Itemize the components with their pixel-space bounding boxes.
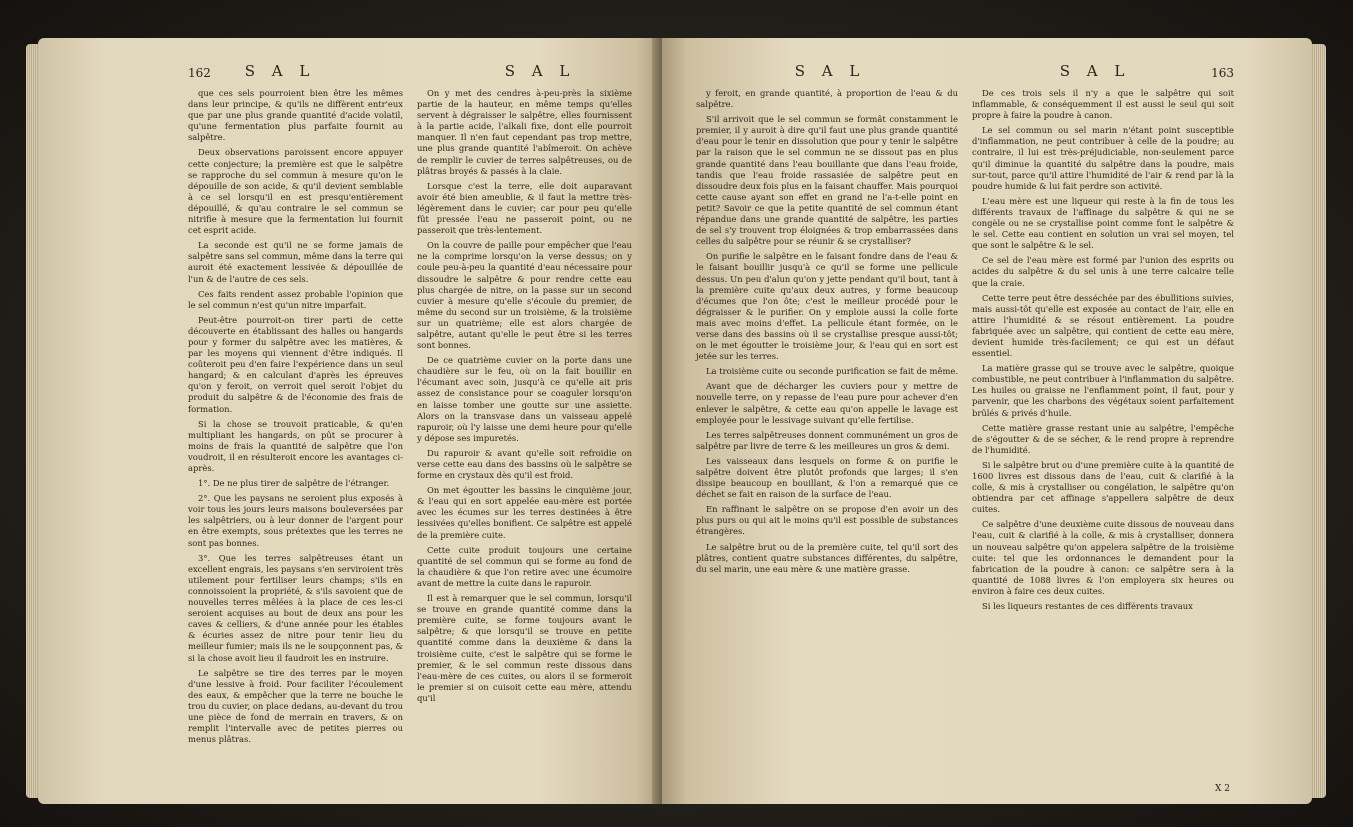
paragraph: En raffinant le salpêtre on se propose d'en avoir un des plus purs ou qui ait le moins qu'il est possible de substances étrangères.: [696, 504, 958, 537]
paragraph: De ces trois sels il n'y a que le salpêtre qui soit inflammable, & conséquemment il est aussi le seul qui soit propre à faire la poudre à canon.: [972, 88, 1234, 121]
paragraph: Le salpêtre se tire des terres par le moyen d'une lessive à froid. Pour faciliter l'écoulement des eaux, & empêcher que la terre ne bouche le trou du cuvier, on place dedans, au-devant du trou une pièce de fond de merrain en travers, & on remplit l'intervalle avec de petites pierres ou menus plâtras.: [188, 667, 403, 745]
left-page: [38, 38, 662, 804]
paragraph: On purifie le salpêtre en le faisant fondre dans de l'eau & le faisant bouillir jusqu'à ce qu'il se forme une pellicule dessus. Un peu d'alun qu'on y jette pendant qu'il bout, tant à la première cuite qu'aux deux autres, y forme beaucoup d'écumes que l'on ôte; c'est le meilleur procédé pour le dégraisser & le purifier. On y emploie aussi la colle forte mais avec moins d'effet. La pellicule étant formée, on le verse dans des bassins où il se crystallise presque aussi-tôt; on le met égoutter le troisième jour, & l'eau qui en sort est jetée sur les terres.: [696, 251, 958, 362]
paragraph: y feroit, en grande quantité, à proportion de l'eau & du salpêtre.: [696, 88, 958, 110]
paragraph: Du rapuroir & avant qu'elle soit refroidie on verse cette eau dans des bassins où le salpêtre se forme en crystaux dès qu'il est froid.: [417, 447, 632, 481]
paragraph: La matière grasse qui se trouve avec le salpêtre, quoique combustible, ne peut contribuer à l'inflammation du salpêtre. Les huiles ou graisse ne l'enflamment point, il faut, pour y parvenir, que les charbons des végétaux soient parfaitement brûlés & privés d'huile.: [972, 363, 1234, 418]
paragraph: Cette cuite produit toujours une certaine quantité de sel commun qui se forme au fond de la chaudière & que l'on retire avec une écumoire avant de mettre la cuite dans le rapuroir.: [417, 544, 632, 588]
paragraph: On la couvre de paille pour empêcher que l'eau ne la comprime lorsqu'on la verse dessus; on y coule peu-à-peu la quantité d'eau nécessaire pour dissoudre le salpêtre & pour rendre cette eau plus chargée de nitre, on la passe sur un second cuvier à mesure qu'elle s'écoule du premier, de même du second sur un troisième, & la troisième sur un quatrième; elle est alors chargée de salpêtre, autant qu'elle le peut être si les terres sont bonnes.: [417, 240, 632, 351]
paragraph: Le salpêtre brut ou de la première cuite, tel qu'il sort des plâtres, contient quatre substances différentes, du salpêtre, du sel marin, une eau mère & une matière grasse.: [696, 541, 958, 574]
paragraph: Cette terre peut être desséchée par des ébullitions suivies, mais aussi-tôt qu'elle est exposée au contact de l'air, elle en attire l'humidité & se résout entièrement. La poudre fabriquée avec un salpêtre, qui contient de cette eau mère, devient humide très-facilement; ce qui est un défaut essentiel.: [972, 292, 1234, 359]
left-page-header: [188, 58, 632, 88]
paragraph: Les vaisseaux dans lesquels on forme & on purifie le salpêtre doivent être plutôt profonds que larges; il s'en dissipe beaucoup en bouillant, & l'on a remarqué que ce déchet se fait en raison de la surface de l'eau.: [696, 455, 958, 500]
paragraph: 3°. Que les terres salpêtreuses étant un excellent engrais, les paysans s'en serviroient très utilement pour fertiliser leurs champs; s'ils en connoissoient la propriété, & s'ils savoient que de nouvelles terres mêlées à la place de ces les-ci seroient acquises au bout de deux ans pour les caves & celliers, & d'une année pour les étables & écuries assez de nitre pour tenir lieu du meilleur fumier; mais ils ne le soupçonnent pas, & si la chose avoit lieu il faudroit les en instruire.: [188, 552, 403, 663]
paragraph: Les terres salpêtreuses donnent communément un gros de salpêtre par livre de terre & les meilleures un gros & demi.: [696, 429, 958, 451]
paragraph: Si la chose se trouvoit praticable, & qu'en multipliant les hangards, on pût se procurer à moins de frais la quantité de salpêtre que l'on voudroit, il en résulteroit encore les avantages ci-après.: [188, 418, 403, 473]
paragraph: Lorsque c'est la terre, elle doit auparavant avoir été bien ameublie, & il faut la mettre très-légèrement dans le cuvier; car pour peu qu'elle fût pressée l'eau ne passeroit point, ou ne passeroit que très-lentement.: [417, 180, 632, 236]
paragraph: Deux observations paroissent encore appuyer cette conjecture; la première est que le salpêtre se rapproche du sel commun à mesure qu'on le dépouille de son acide, & qu'il devient semblable à ce sel lorsqu'il en est presqu'entièrement dépouillé, & qu'au contraire le sel commun se nitrifie à mesure que la fermentation lui fournit cet esprit acide.: [188, 147, 403, 236]
paragraph: Ces faits rendent assez probable l'opinion que le sel commun n'est qu'un nitre imparfait.: [188, 288, 403, 310]
paragraph: 2°. Que les paysans ne seroient plus exposés à voir tous les jours leurs maisons bouleversées par les salpêtriers, ou à leur donner de l'argent pour en être exempts, sous prétextes que les terres ne sont pas bonnes.: [188, 493, 403, 548]
paragraph: On y met des cendres à-peu-près la sixième partie de la hauteur, en même temps qu'elles servent à dégraisser le salpêtre, elles fournissent à la partie acide, l'alkali fixe, dont elle pourroit manquer. Il n'en faut cependant pas trop mettre, une plus grande quantité l'abîmeroit. On achève de remplir le cuvier de terres salpêtreuses, ou de plâtras broyés & passés à la claie.: [417, 88, 632, 176]
running-head: S A L: [1059, 62, 1131, 80]
right-page: [662, 38, 1312, 804]
paragraph: Ce sel de l'eau mère est formé par l'union des esprits ou acides du salpêtre & du sel unis à une terre calcaire telle que la craie.: [972, 255, 1234, 288]
text-column: [417, 88, 632, 749]
text-column: [188, 88, 403, 749]
paragraph: De ce quatrième cuvier on la porte dans une chaudière sur le feu, où on la fait bouillir en l'écumant avec soin, jusqu'à ce qu'elle ait pris assez de consistance pour se coaguler lorsqu'on en laisse tomber une goutte sur une assiette. Alors on la transvase dans un vaisseau appelé rapuroir, où l'y laisse une demi heure pour qu'elle y dépose ses impuretés.: [417, 355, 632, 443]
paragraph: L'eau mère est une liqueur qui reste à la fin de tous les différents travaux de l'affinage du salpêtre & qui ne se congèle ou ne se crystallise point comme font le salpêtre & le sel. Cette eau contient en solution un vrai sel moyen, tel que sont le salpêtre & le sel.: [972, 195, 1234, 251]
paragraph: Peut-être pourroit-on tirer parti de cette découverte en établissant des halles ou hangards pour y former du salpêtre avec les matières, & par les moyens qui viennent d'être indiqués. Il coûteroit peu d'en faire l'expérience dans un seul hangard; & en calculant d'après les épreuves qu'on y feroit, on verroit quel seroit l'objet du produit du salpêtre & de l'économie des frais de formation.: [188, 314, 403, 414]
running-head: S A L: [794, 62, 866, 80]
left-page-edges: [26, 44, 38, 798]
paragraph: 1°. De ne plus tirer de salpêtre de l'étranger.: [198, 478, 390, 489]
paragraph: Il est à remarquer que le sel commun, lorsqu'il se trouve en grande quantité comme dans la première cuite, se forme toujours avant le salpêtre; & que lorsqu'il se trouve en petite quantité comme dans la deuxième & dans la troisième cuite, c'est le salpêtre qui se forme le premier, & le sel commun reste dissous dans l'eau-mère de ces cuites, ou alors il se formeroit le premier si on cuisoit cette eau mère, attendu qu'il: [417, 593, 632, 703]
text-column: [696, 88, 958, 616]
paragraph: Avant que de décharger les cuviers pour y mettre de nouvelle terre, on y repasse de l'eau pure pour achever d'en enlever le salpêtre, & cette eau qu'on appelle le lavage est employée pour le lessivage suivant qu'elle fertilise.: [696, 381, 958, 425]
paragraph: Le sel commun ou sel marin n'étant point susceptible d'inflammation, ne peut contribuer à celle de la poudre; au contraire, il lui est très-préjudiciable, non-seulement parce qu'il diminue la quantité du salpêtre dans la poudre, mais sur-tout, parce qu'il attire l'humidité de l'air & rend par là la poudre humide & lui fait perdre son activité.: [972, 125, 1234, 191]
running-head: S A L: [244, 62, 316, 80]
paragraph: Si le salpêtre brut ou d'une première cuite à la quantité de 1600 livres est dissous dans de l'eau, cuit & clarifié à la colle, & mis à crystalliser ou congélation, le salpêtre qu'on obtiendra par cet affinage s'appellera salpêtre de deux cuites.: [972, 459, 1234, 515]
page-number: 163: [1211, 66, 1234, 80]
paragraph: Si les liqueurs restantes de ces différents travaux: [982, 601, 1193, 612]
right-page-edges: [1312, 44, 1326, 798]
paragraph: S'il arrivoit que le sel commun se formât constamment le premier, il y auroit à dire qu'il faut une plus grande quantité d'eau pour le tenir en dissolution que pour y tenir le salpêtre par la raison que le sel commun ne se dissout pas en plus grande quantité dans l'eau bouillante que dans l'eau froide, tandis que l'eau froide rassasiée de salpêtre peut en dissoudre deux fois plus en la faisant chauffer. Mais pourquoi cette cause ayant son effet en grand ne l'a-t-elle point en petit? Savoir ce que la petite quantité de sel commun étant répandue dans une grande quantité de salpêtre, les parties de sel s'y trouvent trop éloignées & trop embarrassées dans celles du salpêtre pour se réunir & se crystalliser?: [696, 114, 958, 247]
signature-mark: X 2: [1215, 784, 1230, 794]
running-head: S A L: [504, 62, 576, 80]
text-column: [972, 88, 1234, 616]
paragraph: Cette matière grasse restant unie au salpêtre, l'empêche de s'égoutter & de se sécher, & le rend propre à reprendre de l'humidité.: [972, 422, 1234, 455]
right-page-columns: [696, 88, 1234, 616]
paragraph: que ces sels pourroient bien être les mêmes dans leur principe, & qu'ils ne diffèrent entr'eux que par une plus grande quantité d'acide volatil, qu'une fermentation plus parfaite fournit au salpêtre.: [188, 88, 403, 143]
page-number: 162: [188, 66, 211, 80]
paragraph: On met égoutter les bassins le cinquième jour, & l'eau qui en sort appelée eau-mère est portée avec les écumes sur les terres destinées à être lessivées qu'elles bonifient. Ce salpêtre est appelé de la première cuite.: [417, 485, 632, 540]
left-page-columns: [188, 88, 632, 749]
paragraph: La seconde est qu'il ne se forme jamais de salpêtre sans sel commun, même dans la terre qui auroit été exactement lessivée & dépouillée de l'un & de l'autre de ces sels.: [188, 240, 403, 284]
right-page-header: [696, 58, 1234, 88]
paragraph: Ce salpêtre d'une deuxième cuite dissous de nouveau dans l'eau, cuit & clarifié à la colle, & mis à crystalliser, donnera un nouveau salpêtre qu'on appelera salpêtre de la troisième cuite: tel que les ordonnances le demandent pour la fabrication de la poudre à canon: ce salpêtre sera à la quantité de 1088 livres & l'on employera six heures ou environ à faire ces deux cuites.: [972, 519, 1234, 596]
paragraph: La troisième cuite ou seconde purification se fait de même.: [706, 366, 959, 377]
